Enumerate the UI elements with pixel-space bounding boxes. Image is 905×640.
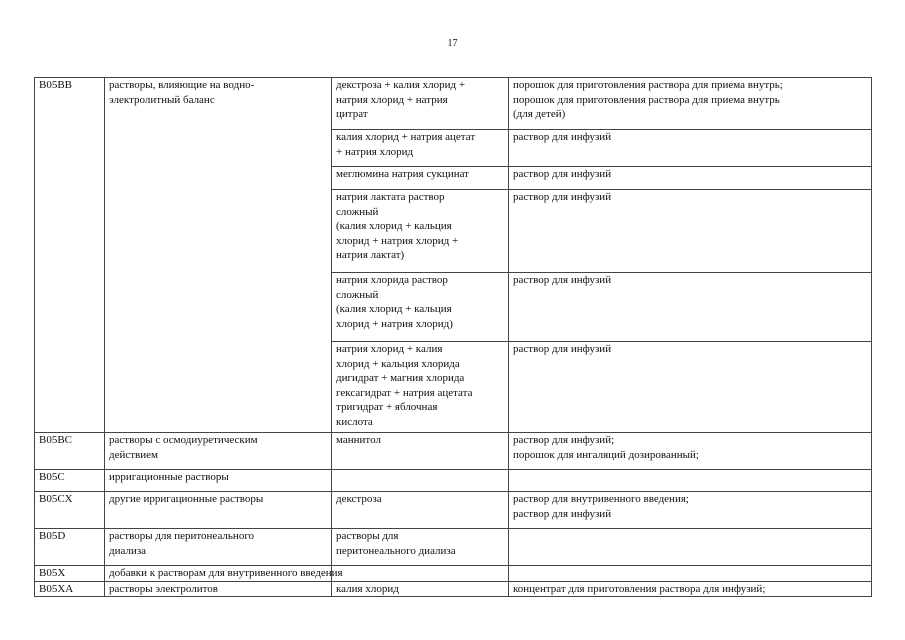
drug-text: растворы для (336, 530, 399, 542)
atc-code-cell (35, 492, 105, 529)
drug-text: маннитол (336, 434, 381, 446)
group-text: электролитный баланс (109, 93, 215, 106)
table-row (35, 470, 872, 492)
drug-cell (332, 190, 509, 273)
form-text: порошок для приготовления раствора для приема внутрь; (513, 79, 783, 91)
drug-text: калия хлорид + натрия ацетат (336, 131, 476, 143)
drug-text: декстроза (336, 493, 382, 505)
group-text: добавки к растворам для внутривенного введения (109, 567, 343, 579)
drug-text: сложный (336, 205, 379, 218)
drug-text: декстроза + калия хлорид + (336, 79, 466, 91)
atc-code: B05BC (39, 434, 73, 446)
form-text: порошок для ингаляций дозированный; (513, 448, 699, 461)
atc-code-cell (35, 566, 105, 582)
drug-text: дигидрат + магния хлорида (336, 372, 465, 385)
atc-code-cell (35, 470, 105, 492)
group-cell (105, 581, 332, 597)
group-cell (105, 566, 343, 582)
drug-text: (калия хлорид + кальция (336, 303, 452, 316)
atc-code: B05CX (39, 493, 73, 505)
drug-text: калия хлорид (336, 582, 399, 595)
group-text: ирригационные растворы (109, 471, 229, 483)
group-cell (105, 433, 332, 470)
drug-text: тригидрат + яблочная (336, 401, 438, 414)
drug-text: перитонеального диализа (336, 544, 456, 557)
form-text: раствор для инфузий (513, 168, 612, 180)
form-cell (509, 167, 872, 190)
drug-text: хлорид + кальция хлорида (336, 357, 460, 370)
drug-cell (332, 273, 509, 342)
atc-code: B05X (39, 567, 66, 579)
drug-text: натрия хлорида раствор (336, 274, 448, 286)
group-text: другие ирригационные растворы (109, 493, 264, 505)
group-text: диализа (109, 544, 147, 557)
drug-table (34, 77, 872, 597)
drug-text: меглюмина натрия сукцинат (336, 168, 469, 180)
table-row (35, 581, 872, 597)
form-text: раствор для инфузий (513, 507, 612, 520)
form-cell (509, 273, 872, 342)
drug-text: кислота (336, 415, 373, 428)
drug-text: сложный (336, 288, 379, 301)
atc-code: B05D (39, 530, 66, 542)
drug-text: хлорид + натрия хлорид) (336, 317, 453, 330)
group-cell (105, 529, 332, 566)
atc-code: B05XA (39, 582, 74, 595)
atc-code-cell (35, 581, 105, 597)
group-cell (105, 470, 332, 492)
form-text: раствор для инфузий (513, 274, 612, 286)
drug-cell (332, 433, 509, 470)
drug-text: + натрия хлорид (336, 145, 414, 158)
form-cell (509, 433, 872, 470)
form-cell (509, 492, 872, 529)
form-cell (509, 529, 872, 566)
form-text: раствор для инфузий (513, 131, 612, 143)
atc-code-cell (35, 529, 105, 566)
drug-cell (332, 167, 509, 190)
atc-code: B05C (39, 471, 65, 483)
group-text: растворы для перитонеального (109, 530, 255, 542)
form-text: концентрат для приготовления раствора для инфузий; (513, 582, 766, 595)
page-number: 17 (447, 38, 458, 49)
form-text: раствор для внутривенного введения; (513, 493, 689, 505)
group-cell (105, 492, 332, 529)
form-cell (509, 130, 872, 167)
drug-cell (332, 470, 509, 492)
table-row (35, 492, 872, 529)
drug-cell (332, 342, 509, 433)
form-text: раствор для инфузий (513, 191, 612, 203)
drug-cell (332, 492, 509, 529)
form-cell (509, 78, 872, 130)
atc-code-cell (35, 433, 105, 470)
drug-text: цитрат (336, 108, 368, 121)
form-cell (509, 470, 872, 492)
drug-cell (332, 566, 509, 582)
group-text: растворы с осмодиуретическим (109, 434, 258, 446)
drug-text: гексагидрат + натрия ацетата (336, 386, 473, 399)
form-cell (509, 190, 872, 273)
drug-cell (332, 78, 509, 130)
form-text: раствор для инфузий (513, 343, 612, 355)
group-text: растворы электролитов (109, 582, 218, 595)
table-row (35, 433, 872, 470)
drug-cell (332, 581, 509, 597)
form-cell (509, 566, 872, 582)
table-row (35, 566, 872, 582)
form-cell (509, 581, 872, 597)
drug-text: хлорид + натрия хлорид + (336, 234, 459, 247)
form-text: порошок для приготовления раствора для приема внутрь (513, 93, 780, 106)
form-text: (для детей) (513, 108, 566, 121)
atc-code: B05BB (39, 79, 73, 91)
form-cell (509, 342, 872, 433)
atc-code-cell (35, 78, 105, 433)
drug-text: натрия хлорид + натрия (336, 93, 448, 106)
form-text: раствор для инфузий; (513, 434, 615, 446)
drug-text: (калия хлорид + кальция (336, 220, 452, 233)
table-row (35, 78, 872, 130)
group-text: действием (109, 448, 158, 461)
table-row (35, 529, 872, 566)
drug-text: натрия лактата раствор (336, 191, 445, 203)
group-cell (105, 78, 332, 433)
group-text: растворы, влияющие на водно- (109, 79, 255, 91)
drug-cell (332, 130, 509, 167)
drug-text: натрия хлорид + калия (336, 343, 443, 355)
drug-text: натрия лактат) (336, 249, 405, 262)
drug-cell (332, 529, 509, 566)
